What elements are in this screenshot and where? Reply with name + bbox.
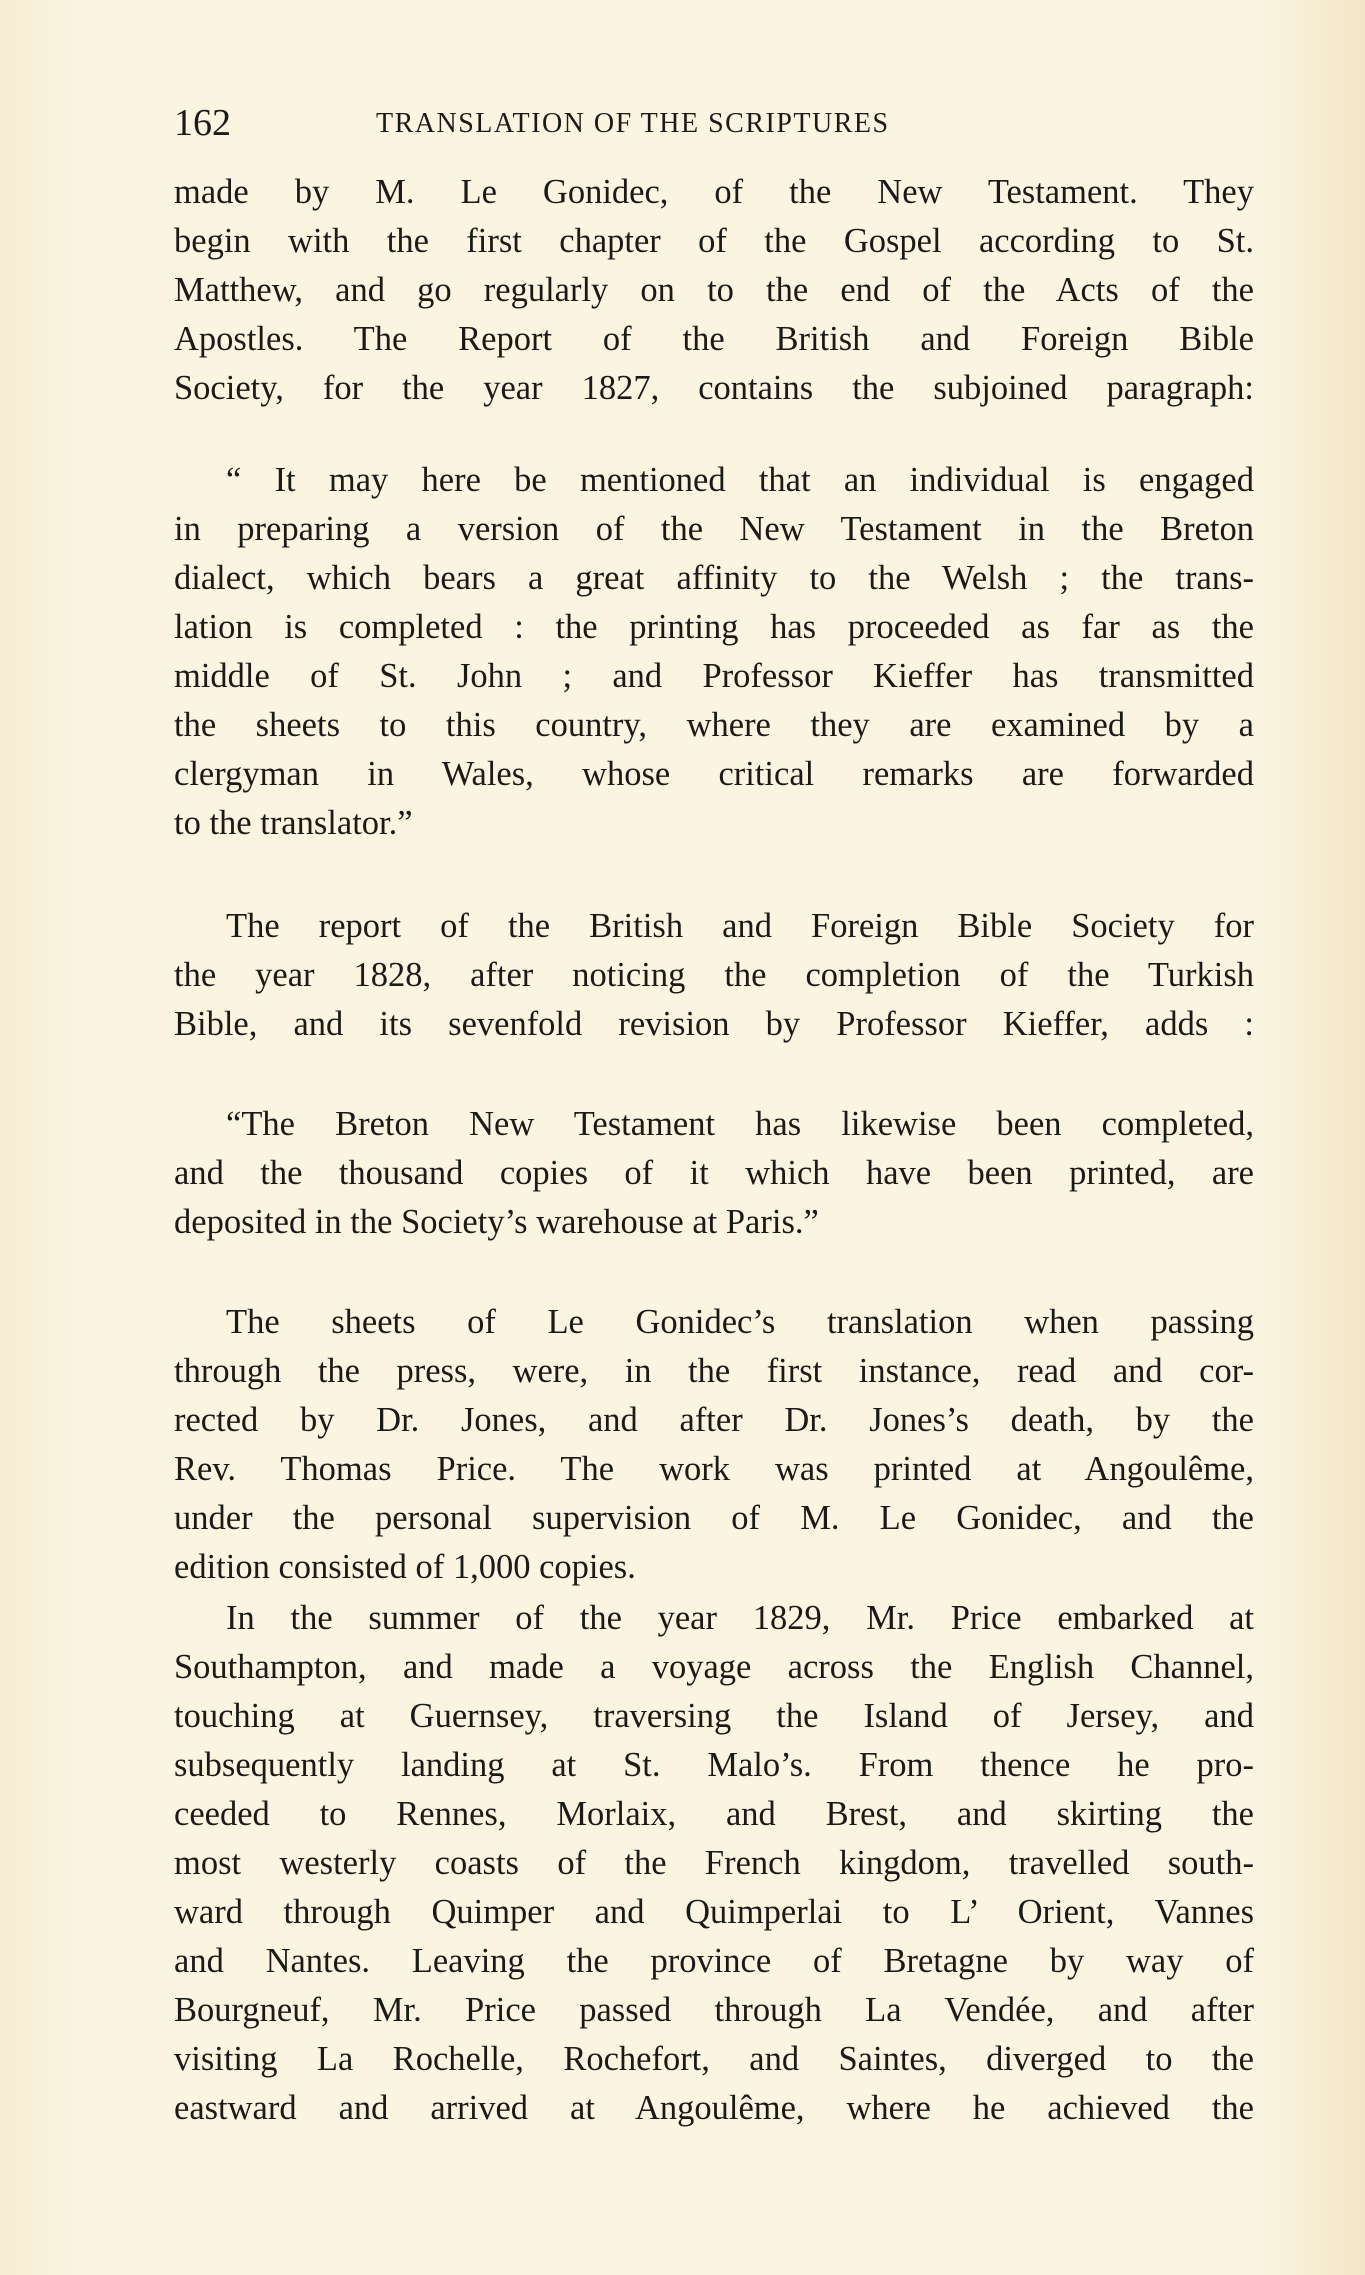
- text-line: visiting La Rochelle, Rochefort, and Saintes, diverged to the: [174, 2040, 1254, 2078]
- text-line: ward through Quimper and Quimperlai to L’ Orient, Vannes: [174, 1893, 1254, 1931]
- text-line: Society, for the year 1827, contains the subjoined paragraph:: [174, 369, 1254, 407]
- text-line: Southampton, and made a voyage across the English Channel,: [174, 1648, 1254, 1686]
- text-line: clergyman in Wales, whose critical remarks are forwarded: [174, 755, 1254, 793]
- text-line: under the personal supervision of M. Le Gonidec, and the: [174, 1499, 1254, 1537]
- text-line: dialect, which bears a great affinity to the Welsh ; the trans-: [174, 559, 1254, 597]
- text-line: subsequently landing at St. Malo’s. From thence he pro-: [174, 1746, 1254, 1784]
- text-line: and the thousand copies of it which have been printed, are: [174, 1154, 1254, 1192]
- text-line: In the summer of the year 1829, Mr. Price embarked at: [226, 1599, 1254, 1637]
- text-line: Rev. Thomas Price. The work was printed at Angoulême,: [174, 1450, 1254, 1488]
- page-header: [174, 98, 1254, 148]
- text-line: the sheets to this country, where they are examined by a: [174, 706, 1254, 744]
- text-line: The report of the British and Foreign Bible Society for: [226, 907, 1254, 945]
- text-line: “ It may here be mentioned that an individual is engaged: [226, 461, 1254, 499]
- text-line: begin with the first chapter of the Gospel according to St.: [174, 222, 1254, 260]
- text-line: Matthew, and go regularly on to the end of the Acts of the: [174, 271, 1254, 309]
- text-line: through the press, were, in the first instance, read and cor-: [174, 1352, 1254, 1390]
- text-line: rected by Dr. Jones, and after Dr. Jones’s death, by the: [174, 1401, 1254, 1439]
- text-line: the year 1828, after noticing the completion of the Turkish: [174, 956, 1254, 994]
- text-line: deposited in the Society’s warehouse at Paris.”: [174, 1203, 819, 1241]
- text-line: touching at Guernsey, traversing the Island of Jersey, and: [174, 1697, 1254, 1735]
- text-line: Bible, and its sevenfold revision by Professor Kieffer, adds :: [174, 1005, 1254, 1043]
- text-line: made by M. Le Gonidec, of the New Testament. They: [174, 173, 1254, 211]
- text-line: lation is completed : the printing has proceeded as far as the: [174, 608, 1254, 646]
- text-line: The sheets of Le Gonidec’s translation when passing: [226, 1303, 1254, 1341]
- text-line: in preparing a version of the New Testament in the Breton: [174, 510, 1254, 548]
- text-line: middle of St. John ; and Professor Kieffer has transmitted: [174, 657, 1254, 695]
- running-title: TRANSLATION OF THE SCRIPTURES: [376, 108, 890, 139]
- text-line: and Nantes. Leaving the province of Bretagne by way of: [174, 1942, 1254, 1980]
- text-line: ceeded to Rennes, Morlaix, and Brest, and skirting the: [174, 1795, 1254, 1833]
- text-line: Bourgneuf, Mr. Price passed through La Vendée, and after: [174, 1991, 1254, 2029]
- text-line: most westerly coasts of the French kingdom, travelled south-: [174, 1844, 1254, 1882]
- text-line: edition consisted of 1,000 copies.: [174, 1548, 636, 1586]
- text-line: to the translator.”: [174, 804, 413, 842]
- text-line: eastward and arrived at Angoulême, where he achieved the: [174, 2089, 1254, 2127]
- text-line: Apostles. The Report of the British and Foreign Bible: [174, 320, 1254, 358]
- text-line: “The Breton New Testament has likewise been completed,: [226, 1105, 1254, 1143]
- page-number: 162: [174, 102, 231, 144]
